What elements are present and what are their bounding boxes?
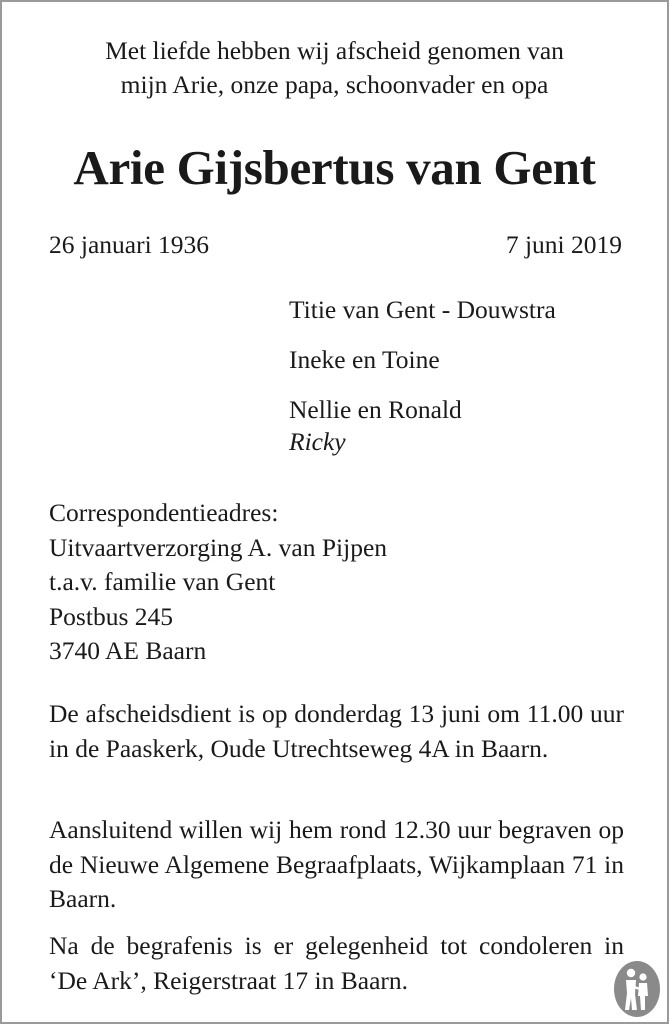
family-member: Nellie en Ronald <box>289 395 462 424</box>
condolence-paragraph: Na de begrafenis is er gelegenheid tot condoleren in ‘De Ark’, Reigerstraat 17 in Baarn. <box>49 931 624 995</box>
intro-line-2: mijn Arie, onze papa, schoonvader en opa <box>120 70 549 99</box>
burial-paragraph: Aansluitend willen wij hem rond 12.30 uur begraven op de Nieuwe Algemene Begraafplaats, Wijkamplaan 71 in Baarn. <box>49 815 624 913</box>
intro-line-1: Met liefde hebben wij afscheid genomen van <box>105 36 564 65</box>
birth-date: 26 januari 1936 <box>49 230 210 259</box>
correspondence-address <box>49 496 387 669</box>
memorial-figures-icon <box>613 960 661 1018</box>
address-line-2: t.a.v. familie van Gent <box>49 567 276 596</box>
death-date: 7 juni 2019 <box>505 230 622 259</box>
family-member: Ineke en Toine <box>289 345 440 374</box>
service-paragraph: De afscheidsdient is op donderdag 13 juni om 11.00 uur in de Paaskerk, Oude Utrechtseweg 4A in Baarn. <box>49 699 624 763</box>
address-line-3: Postbus 245 <box>49 601 173 631</box>
deceased-name: Arie Gijsbertus van Gent <box>73 140 596 195</box>
family-member: Titie van Gent - Douwstra <box>289 295 556 324</box>
family-member-grandchild: Ricky <box>289 427 346 456</box>
address-line-4: 3740 AE Baarn <box>49 636 207 665</box>
intro-text <box>22 34 647 102</box>
address-line-1: Uitvaartverzorging A. van Pijpen <box>49 532 388 562</box>
address-label: Correspondentieadres: <box>49 498 279 527</box>
